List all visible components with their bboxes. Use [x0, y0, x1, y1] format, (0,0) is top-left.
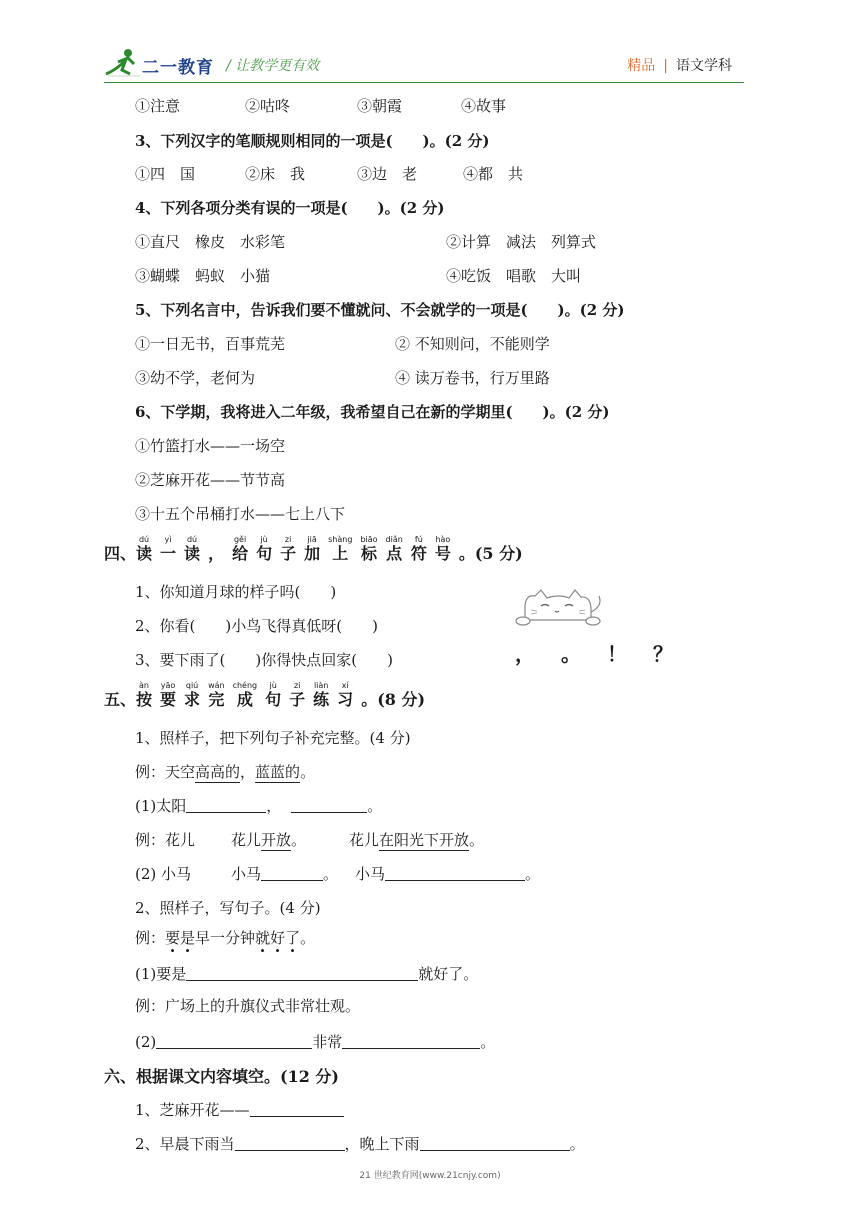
q4-stem: 4、下列各项分类有误的一项是( )。(2 分): [135, 199, 445, 217]
section-4-item-1: 1、你知道月球的样子吗( ): [135, 583, 337, 601]
q6-option-1: ①竹篮打水——一场空: [135, 437, 286, 455]
section-5-ruby-pinyin: xí: [337, 681, 354, 690]
q2-option-1: ①注意: [135, 97, 181, 115]
section-4-ruby-pinyin: biāo: [360, 535, 378, 544]
fill-2-part-b-end: 。: [323, 865, 339, 883]
section-4-ruby-char: 给gěi: [232, 535, 249, 563]
section-4-ruby-pinyin: zi: [280, 535, 297, 544]
fill-1-end: 。: [367, 797, 383, 815]
section-4-ruby-pinyin: hào: [434, 535, 451, 544]
section-4-ruby-text: [136, 535, 459, 563]
brand-label: [627, 55, 732, 75]
example-3-text: 早一分钟: [195, 929, 256, 947]
section-5-ruby-pinyin: yāo: [160, 681, 177, 690]
section-4-ruby-char: ，: [208, 544, 225, 563]
example-3-dotted-char: 是: [180, 929, 196, 947]
section-5-ruby-text: [136, 681, 361, 709]
section-5-ruby-char: 子zi: [289, 681, 306, 709]
section-5-ruby-pinyin: àn: [136, 681, 153, 690]
q5-option-3: ③幼不学，老何为: [135, 369, 256, 387]
example-2-part-c-underlined: 在阳光下开放: [379, 831, 470, 849]
fill-1-blank-2[interactable]: [291, 796, 367, 813]
fill-1: [135, 796, 382, 816]
section-5-ruby-pinyin: chéng: [232, 681, 258, 690]
example-1-underlined-1: 高高的: [195, 763, 241, 781]
fill-2-blank-2[interactable]: [385, 864, 525, 881]
example-3-dotted-char: 要: [165, 929, 181, 947]
q2-options: [135, 96, 506, 116]
header-divider: [104, 82, 744, 83]
fill-4: [135, 1032, 495, 1052]
section-4-ruby-char: 一yì: [160, 535, 177, 563]
section-5-ruby-pinyin: liàn: [313, 681, 330, 690]
q3-option-4: ④都 共: [463, 165, 524, 183]
section-4-suffix: 。(5 分): [458, 544, 523, 563]
fill-2-part-a: (2) 小马: [135, 865, 192, 883]
example-2-part-a: 例：花儿: [135, 831, 196, 849]
section-5-prefix: 五、: [104, 690, 137, 709]
q2-option-2: ②咕咚: [245, 97, 291, 115]
fill-4-prefix: (2): [135, 1033, 157, 1051]
fill-1-blank-1[interactable]: [186, 796, 266, 813]
section-5-ruby-char: 要yāo: [160, 681, 177, 709]
section-6-item-2-end: 。: [569, 1135, 585, 1153]
example-4: 例：广场上的升旗仪式非常壮观。: [135, 997, 361, 1015]
section-4-ruby-char: 上shàng: [328, 535, 353, 563]
section-6-title: 六、根据课文内容填空。(12 分): [104, 1067, 339, 1086]
section-4-ruby-char: 号hào: [434, 535, 451, 563]
example-3-dotted-char: 了: [285, 929, 301, 947]
section-4-ruby-pinyin: shàng: [328, 535, 353, 544]
example-1-prefix: 例：天空: [135, 763, 196, 781]
q6-option-2: ②芝麻开花——节节高: [135, 471, 286, 489]
brand-separator: |: [663, 58, 668, 74]
section-5-ruby-char: 习xí: [337, 681, 354, 709]
section-4-ruby-char: 符fú: [410, 535, 427, 563]
section-4-ruby-pinyin: jiā: [304, 535, 321, 544]
example-2-part-b-end: 。: [291, 831, 307, 849]
fill-4-blank-1[interactable]: [156, 1032, 312, 1049]
section-4-ruby-char: 读dú: [184, 535, 201, 563]
q3-option-1: ①四 国: [135, 165, 196, 183]
section-5-ruby-char: 求qiú: [184, 681, 201, 709]
q2-option-3: ③朝霞: [357, 97, 403, 115]
section-4-ruby-pinyin: dú: [184, 535, 201, 544]
cat-illustration-icon: [511, 588, 607, 630]
fill-4-mid: 非常: [312, 1033, 343, 1051]
section-5-ruby-char: 成chéng: [232, 681, 258, 709]
section-4-prefix: 四、: [104, 544, 137, 563]
section-4-ruby-pinyin: jù: [256, 535, 273, 544]
fill-4-end: 。: [480, 1033, 496, 1051]
example-3-end: 。: [300, 929, 316, 947]
logo-text: 二一教育: [142, 58, 214, 78]
section-6-item-2-blank-2[interactable]: [420, 1134, 570, 1151]
q3-option-3: ③边 老: [357, 165, 418, 183]
example-3: [135, 928, 315, 948]
section-5-ruby-char: 句jù: [265, 681, 282, 709]
q3-stem: 3、下列汉字的笔顺规则相同的一项是( )。(2 分): [135, 132, 490, 150]
section-4-ruby-char: 子zi: [280, 535, 297, 563]
punct-question: ？: [653, 642, 673, 666]
section-4-item-3: 3、要下雨了( )你得快点回家( ): [135, 651, 393, 669]
section-4-title: [104, 535, 523, 567]
section-4-ruby-char: 标biāo: [360, 535, 378, 563]
section-6-item-2-part-b: ，晚上下雨: [344, 1135, 420, 1153]
q5-option-4: ④ 读万卷书，行万里路: [395, 369, 550, 387]
section-6-item-2-blank-1[interactable]: [235, 1134, 345, 1151]
section-4-ruby-char: 加jiā: [304, 535, 321, 563]
punctuation-choices: [515, 638, 699, 667]
example-3-dotted-char: 就: [255, 929, 271, 947]
section-5-ruby-pinyin: qiú: [184, 681, 201, 690]
brand-tag: 精品: [627, 58, 656, 74]
fill-4-blank-2[interactable]: [342, 1032, 480, 1049]
fill-2-part-c: 小马: [355, 865, 386, 883]
example-2-part-c-end: 。: [469, 831, 485, 849]
fill-3-blank[interactable]: [186, 964, 418, 981]
section-5-ruby-pinyin: zi: [289, 681, 306, 690]
example-2-part-c: 花儿: [349, 831, 380, 849]
section-4-ruby-pinyin: yì: [160, 535, 177, 544]
q4-option-4: ④吃饭 唱歌 大叫: [446, 267, 582, 285]
fill-2-end: 。: [525, 865, 541, 883]
punct-period: 。: [561, 642, 581, 666]
section-5-sub1-title: 1、照样子，把下列句子补充完整。(4 分): [135, 729, 411, 747]
section-6-item-2-part-a: 2、早晨下雨当: [135, 1135, 235, 1153]
section-4-ruby-char: 读dú: [136, 535, 153, 563]
punct-comma: ，: [515, 642, 535, 666]
q4-option-3: ③蝴蝶 蚂蚁 小猫: [135, 267, 271, 285]
fill-2-part-b: 小马: [231, 865, 262, 883]
q3-options: [135, 164, 523, 184]
section-6-item-1: [135, 1100, 344, 1120]
fill-3-prefix: (1)要是: [135, 965, 187, 983]
section-4-ruby-pinyin: dú: [136, 535, 153, 544]
fill-1-comma: ，: [266, 797, 282, 815]
section-4-ruby-char: 句jù: [256, 535, 273, 563]
q5-option-1: ①一日无书，百事荒芜: [135, 335, 286, 353]
fill-1-prefix: (1)太阳: [135, 797, 187, 815]
section-6-item-1-blank[interactable]: [250, 1100, 344, 1117]
example-3-prefix: 例：: [135, 929, 166, 947]
example-2-part-b-underlined: 开放: [261, 831, 292, 849]
fill-2-blank-1[interactable]: [261, 864, 323, 881]
section-4-ruby-pinyin: gěi: [232, 535, 249, 544]
q6-option-3: ③十五个吊桶打水——七上八下: [135, 505, 346, 523]
section-4-ruby-pinyin: fú: [410, 535, 427, 544]
q3-option-2: ②床 我: [245, 165, 306, 183]
section-6-item-1-text: 1、芝麻开花——: [135, 1101, 250, 1119]
example-1-comma: ，: [240, 763, 256, 781]
fill-3: [135, 964, 478, 984]
section-5-ruby-char: 按àn: [136, 681, 153, 709]
q5-stem: 5、下列名言中，告诉我们要不懂就问、不会就学的一项是( )。(2 分): [135, 301, 625, 319]
section-5-ruby-char: 完wán: [208, 681, 225, 709]
slogan: / 让教学更有效: [226, 58, 320, 74]
q4-option-2: ②计算 减法 列算式: [446, 233, 597, 251]
section-5-ruby-char: 练liàn: [313, 681, 330, 709]
brand-subject: 语文学科: [676, 58, 732, 74]
example-1-underlined-2: 蓝蓝的: [255, 763, 301, 781]
section-6-item-2: [135, 1134, 585, 1154]
punct-exclaim: ！: [607, 642, 627, 666]
q6-stem: 6、下学期，我将进入二年级，我希望自己在新的学期里( )。(2 分): [135, 403, 610, 421]
section-5-suffix: 。(8 分): [361, 690, 426, 709]
q2-option-4: ④故事: [461, 97, 507, 115]
example-3-dotted-char: 好: [270, 929, 286, 947]
example-2: [135, 830, 484, 851]
section-4-ruby-char: 点diǎn: [385, 535, 403, 563]
example-1-end: 。: [300, 763, 316, 781]
q4-option-1: ①直尺 橡皮 水彩笔: [135, 233, 286, 251]
section-5-ruby-pinyin: jù: [265, 681, 282, 690]
section-5-title: [104, 681, 425, 713]
example-1: [135, 762, 315, 783]
page-footer: 21 世纪教育网(www.21cnjy.com): [359, 1171, 501, 1181]
section-5-sub2-title: 2、照样子，写句子。(4 分): [135, 899, 321, 917]
section-4-item-2: 2、你看( )小鸟飞得真低呀( ): [135, 617, 378, 635]
fill-3-end: 就好了。: [418, 965, 479, 983]
page-header: [0, 0, 860, 86]
q5-option-2: ② 不知则问，不能则学: [395, 335, 550, 353]
section-5-ruby-pinyin: wán: [208, 681, 225, 690]
example-2-part-b: 花儿: [231, 831, 262, 849]
runner-logo-icon: [104, 46, 144, 78]
fill-2: [135, 864, 540, 884]
section-4-ruby-pinyin: diǎn: [385, 535, 403, 544]
